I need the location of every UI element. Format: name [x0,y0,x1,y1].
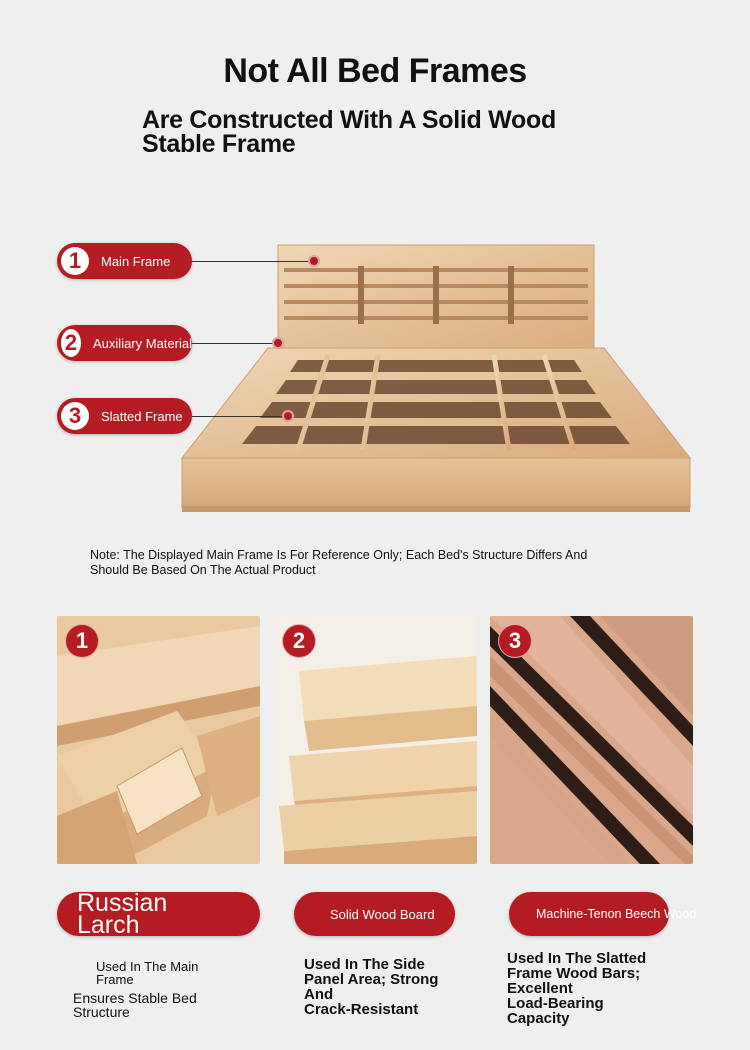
material-name-line-2: Larch [77,911,140,939]
desc-line: Used In The Slatted [507,950,647,967]
callout-marker-dot [308,255,320,267]
desc-line: Crack-Resistant [304,1001,419,1018]
material-1-desc-a [96,960,198,986]
note-line-1: Note: The Displayed Main Frame Is For Reference Only; Each Bed's Structure Differs And [90,548,588,562]
callout-marker-dot [272,337,284,349]
callout-leader-line [192,343,272,344]
subtitle-line-1: Are Constructed With A Solid Wood [142,106,556,134]
callout-leader-line [192,416,284,417]
beech-wood-photo [490,616,693,864]
desc-line: Structure [73,1004,130,1020]
callout-leader-line [192,261,312,262]
bed-frame-illustration [178,240,694,530]
desc-line: Frame Wood Bars; [507,965,641,982]
material-2-desc [304,957,438,1017]
photo-number-badge: 1 [65,624,99,658]
callout-marker-dot [282,410,294,422]
callout-main-frame [57,243,192,279]
material-label-solid-wood-board [294,892,455,936]
material-label-russian-larch [57,889,260,939]
callout-number: 3 [61,402,89,430]
desc-line: And [304,986,334,1003]
desc-line: Frame [96,972,134,987]
material-1-desc-b [73,991,197,1019]
callout-label: Auxiliary Material [93,335,192,351]
material-name [77,889,168,939]
photo-number-badge: 2 [282,624,316,658]
material-3-desc [507,951,646,1026]
material-name-line-1: Russian [77,889,168,917]
photo-number-badge: 3 [498,624,532,658]
desc-line: Load-Bearing [507,995,604,1012]
larch-wood-photo [57,616,260,864]
material-name: Machine-Tenon Beech Wood [536,907,697,921]
callout-label: Slatted Frame [101,408,183,424]
material-name: Solid Wood Board [330,906,435,922]
callout-auxiliary-material [57,325,192,361]
callout-slatted-frame [57,398,192,434]
reference-note [90,548,670,578]
subtitle-line-2: Stable Frame [142,130,296,158]
desc-line: Ensures Stable Bed [73,990,197,1006]
material-label-machine-tenon-beech [509,892,697,936]
note-line-2: Should Be Based On The Actual Product [90,563,316,577]
page-subtitle [142,108,622,156]
desc-line: Excellent [507,980,573,997]
callout-number: 1 [61,247,89,275]
desc-line: Panel Area; Strong [304,971,439,988]
desc-line: Used In The Main [96,959,199,974]
callout-label: Main Frame [101,253,171,269]
desc-line: Used In The Side [304,956,425,973]
solid-wood-board-photo [274,616,477,864]
desc-line: Capacity [507,1010,570,1027]
page-title: Not All Bed Frames [223,52,527,90]
callout-number: 2 [61,329,81,357]
